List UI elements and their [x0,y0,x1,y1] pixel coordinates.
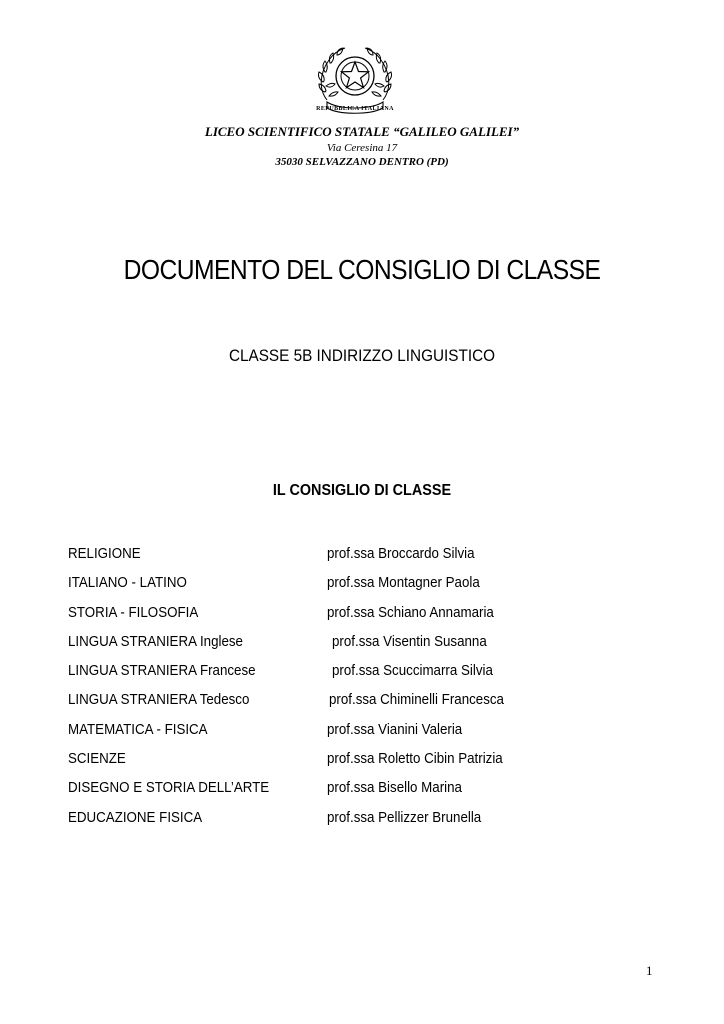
teacher-name: prof.ssa Bisello Marina [327,780,462,797]
subject-name: STORIA - FILOSOFIA [68,604,199,621]
council-member-row [68,778,668,807]
subject-name: EDUCAZIONE FISICA [68,809,203,826]
council-members-list [68,544,668,837]
council-member-row [68,573,668,602]
teacher-name: prof.ssa Pellizzer Brunella [327,809,482,826]
class-title: CLASSE 5B INDIRIZZO LINGUISTICO [228,346,496,365]
school-city-address: 35030 SELVAZZANO DENTRO (PD) [275,156,449,168]
italian-republic-emblem-icon [313,44,397,116]
emblem-ribbon-text: REPUBBLICA ITALIANA [316,106,394,112]
subject-name: LINGUA STRANIERA Francese [68,663,256,680]
page-number: 1 [646,963,653,978]
subject-name: DISEGNO E STORIA DELL’ARTE [68,780,270,797]
teacher-name: prof.ssa Chiminelli Francesca [329,692,504,709]
teacher-name: prof.ssa Schiano Annamaria [327,604,494,621]
subject-name: LINGUA STRANIERA Inglese [68,633,243,650]
teacher-name: prof.ssa Roletto Cibin Patrizia [327,751,503,768]
school-street-address: Via Ceresina 17 [326,142,398,154]
council-member-row [68,808,668,837]
council-member-row [68,603,668,632]
subject-name: LINGUA STRANIERA Tedesco [68,692,250,709]
subject-name: SCIENZE [68,751,126,768]
school-name: LICEO SCIENTIFICO STATALE “GALILEO GALILEI” [204,124,520,139]
teacher-name: prof.ssa Broccardo Silvia [327,546,475,562]
document-title: DOCUMENTO DEL CONSIGLIO DI CLASSE [123,254,601,285]
council-member-row [68,720,668,749]
teacher-name: prof.ssa Vianini Valeria [327,721,463,738]
subject-name: MATEMATICA - FISICA [68,721,208,738]
council-member-row [68,749,668,778]
teacher-name: prof.ssa Scuccimarra Silvia [332,663,493,680]
subject-name: ITALIANO - LATINO [68,575,187,592]
subject-name: RELIGIONE [68,546,141,562]
council-heading: IL CONSIGLIO DI CLASSE [272,482,452,499]
teacher-name: prof.ssa Montagner Paola [327,575,480,592]
teacher-name: prof.ssa Visentin Susanna [332,633,487,650]
council-member-row [68,544,668,573]
council-member-row [68,690,668,719]
council-member-row [68,632,668,661]
council-member-row [68,661,668,690]
